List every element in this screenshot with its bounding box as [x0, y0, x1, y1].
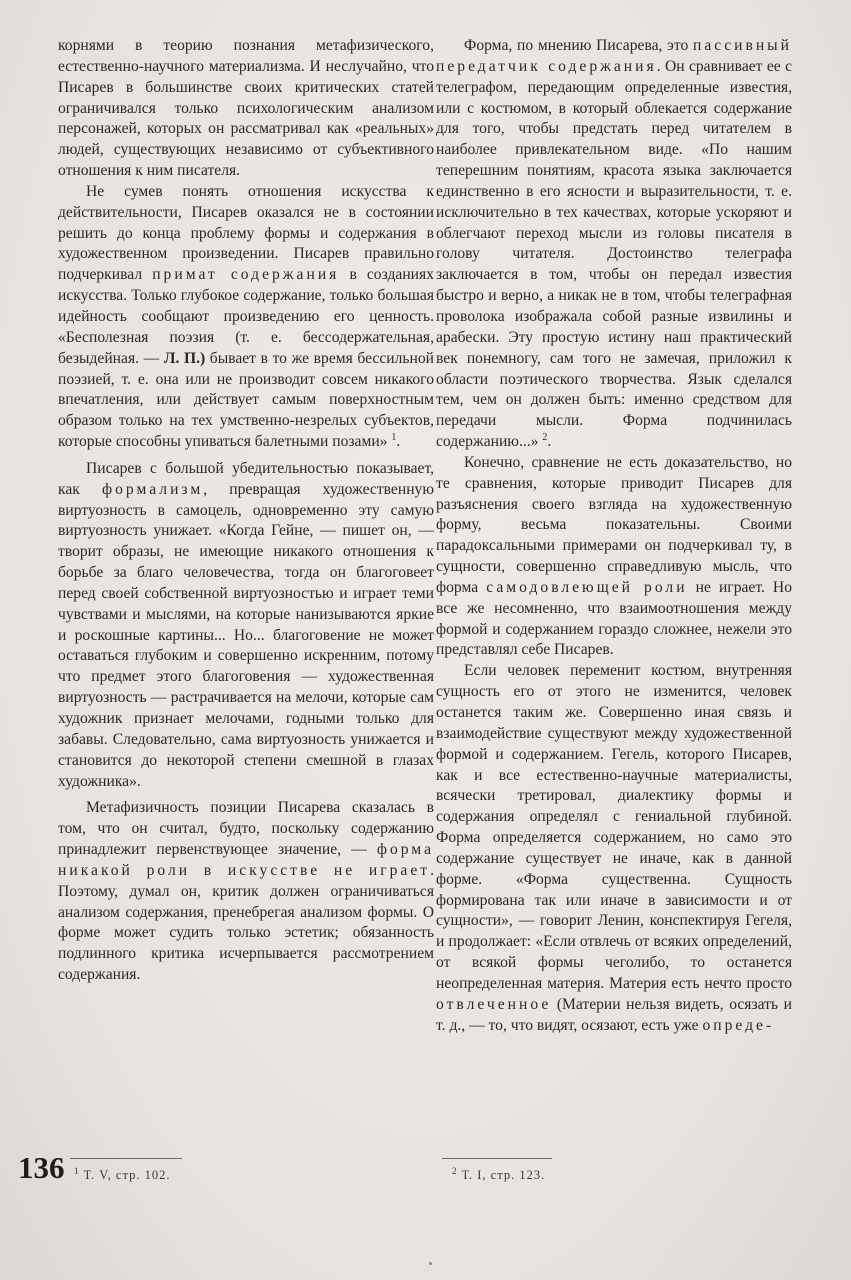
left-paragraph-1: корнями в теорию познания метафизического, естественно-научного материализма. И неслучайно, что Писарев в большинстве своих критических статей ограничивался только психологическим анализом персонажей, которых он рассматривал как «реальных» людей, существующих независимо от субъективного отношения к ним писателя.	[58, 37, 434, 180]
page-speck	[429, 1262, 432, 1265]
right-column	[436, 36, 792, 1037]
right-paragraph-3: Если человек переменит костюм, внутренняя сущность его от этого не изменится, человек останется таким же. Совершенно иная связь и взаимодействие существуют между художественной формой и содержанием. Гегель, которого Писарев, как и все естественно-научные материалисты, всячески третировал, диалектику формы и содержания определял с гениальной глубиной. Форма определяется содержанием, но само это содержание существует не иначе, как в данной форме. «Форма существенна. Сущность формирована так или иначе в зависимости и от сущности», — говорит Ленин, конспектируя Гегеля, и продолжает: «Если отвлечь от всяких определений, от всякой формы чеголибо, то останется неопределенная материя. Материя есть нечто просто отвлеченное (Материи нельзя видеть, осязать и т. д., — то, что видят, осязают, есть уже опреде-	[436, 662, 792, 1034]
footnote-ref-1: 1	[391, 431, 397, 443]
footnote-left: $^1$ Т. V, стр. 102.	[74, 1165, 171, 1182]
footnote-ref-2: 2	[542, 431, 548, 443]
spaced-emphasis: опреде-	[702, 1016, 775, 1034]
left-paragraph-2: Не сумев понять отношения искусства к действительности, Писарев оказался не в состоянии решить до конца проблему формы и содержания в художественном произведении. Писарев правильно подчеркивал примат содержания в созданиях искусства. Только глубокое содержание, только большая идейность сообщают произведению его ценность. «Бесполезная поэзия (т. е. бессодержательная, безыдейная. — Л. П.) бывает в то же время бессильной поэзией, т. е. она или не производит совсем никакого впечатления, или действует самым поверхностным образом только на тех умственно-незрелых субъектов, которые способны упиваться балетными позами» $^1$.	[58, 182, 435, 451]
spaced-emphasis: форма никакой роли в искусстве не играет	[58, 841, 434, 879]
author-initials: Л. П.)	[163, 349, 206, 367]
spaced-emphasis: самодовлеющей роли	[486, 578, 688, 596]
right-paragraph-1: Форма, по мнению Писарева, это пассивный передатчик содержания. Он сравнивает ее с телеграфом, передающим определенные известия, или с костюмом, в который облекается содержание для того, чтобы предстать перед читателем в наиболее привлекательном виде. «По нашим теперешним понятиям, красота языка заключается единственно в его ясности и выразительности, т. е. исключительно в тех качествах, которые ускоряют и облегчают переход мысли из головы писателя в голову читателя. Достоинство телеграфа заключается в том, чтобы он передал известия быстро и верно, а никак не в том, чтобы телеграфная проволока изображала собой разные извилины и арабески. Эту простую истину наш практический век понемногу, сам того не замечая, приложил к области поэтического творчества. Язык сделался тем, чем он должен быть: именно средством для передачи мысли. Форма подчинилась содержанию...» $^2$.	[436, 37, 793, 451]
spaced-emphasis: пассивный передатчик содержания	[436, 37, 792, 75]
spaced-emphasis: примат содержания	[152, 266, 340, 284]
footnote-rule-right	[442, 1158, 552, 1159]
page-number: 136	[18, 1150, 65, 1185]
left-paragraph-4: Метафизичность позиции Писарева сказалась в том, что он считал, будто, поскольку содержанию принадлежит первенствующее значение, — форма никакой роли в искусстве не играет. Поэтому, думал он, критик должен ограничиваться анализом содержания, пренебрегая анализом формы. О форме может судить только эстетик; обязанность подлинного критика исчерпывается рассмотрением содержания.	[58, 799, 434, 984]
right-paragraph-2: Конечно, сравнение не есть доказательство, но те сравнения, которые приводит Писарев для разъяснения своего взгляда на художественную форму, весьма показательны. Своими парадоксальными примерами он подчеркивал ту, в сущности, совершенно справедливую мысль, что форма самодовлеющей роли не играет. Но все же несомненно, что взаимоотношения между формой и содержанием гораздо сложнее, нежели это представлял себе Писарев.	[436, 453, 792, 659]
spaced-emphasis: отвлеченное	[436, 995, 552, 1013]
left-column	[58, 36, 434, 986]
spaced-emphasis: формализм	[102, 480, 204, 498]
footnote-right: $^2$ Т. I, стр. 123.	[452, 1165, 546, 1182]
footnote-rule-left	[70, 1158, 182, 1159]
left-paragraph-3: Писарев с большой убедительностью показывает, как формализм, превращая художественную виртуозность в самоцель, одновременно эту самую виртуозность унижает. «Когда Гейне, — пишет он, — творит образы, не имеющие никакого отношения к борьбе за благо человечества, тогда он благоговеет перед своей собственной виртуозностью и играет теми чувствами и мыслями, на которые нанизываются яркие и роскошные картины... Но... благоговение не может оставаться глубоким и совершенно искренним, потому что предмет этого благоговения — художественная виртуозность — растрачивается на мелочи, которые сам художник признает мелочами, годными только для забавы. Следовательно, сама виртуозность унижается и становится до некоторой степени смешной в глазах художника».	[58, 459, 434, 790]
